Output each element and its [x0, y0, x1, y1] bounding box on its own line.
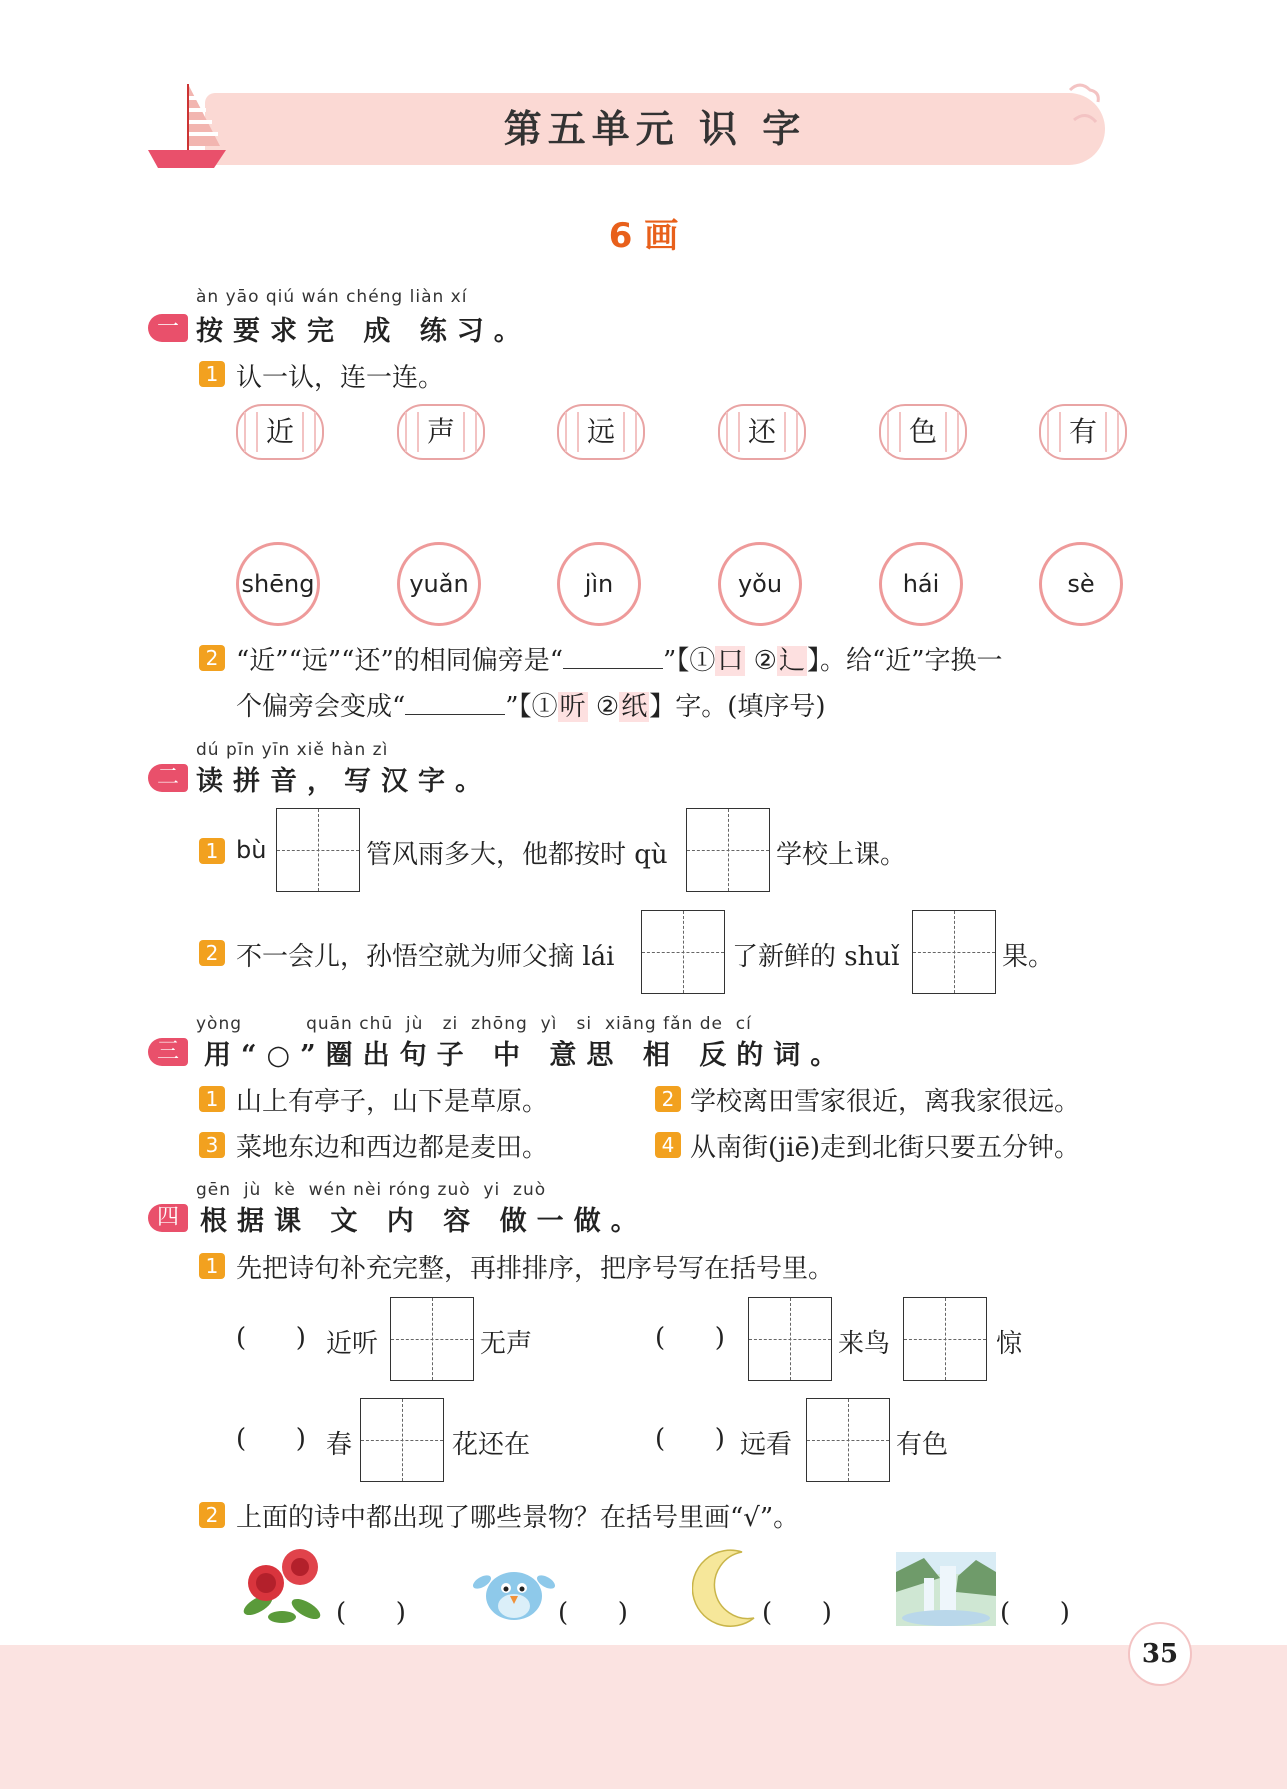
option: 听	[559, 692, 586, 722]
question-number: 2	[199, 1502, 225, 1528]
waterfall-picture	[896, 1552, 996, 1626]
writing-grid[interactable]	[903, 1297, 987, 1381]
section4-pinyin: gēn jù kè wén nèi róng zuò yi zuò	[196, 1180, 547, 1200]
question-number: 1	[199, 1086, 225, 1112]
check-paren[interactable]: ( )	[762, 1598, 832, 1628]
pinyin-circle[interactable]: hái	[879, 542, 963, 626]
section1-pinyin: àn yāo qiú wán chéng liàn xí	[196, 287, 468, 307]
order-paren[interactable]: ( )	[655, 1323, 725, 1353]
question-number: 4	[655, 1132, 681, 1158]
question-number: 1	[199, 1253, 225, 1279]
writing-grid[interactable]	[912, 910, 996, 994]
pinyin-circle[interactable]: shēng	[236, 542, 320, 626]
section1-badge: 一	[148, 314, 188, 342]
footer-band	[0, 1645, 1287, 1789]
section3-badge: 三	[148, 1038, 188, 1066]
sentence-part: 果。	[1002, 942, 1055, 972]
question-number: 1	[199, 838, 225, 864]
char-tile[interactable]: 有	[1039, 404, 1127, 460]
check-paren[interactable]: ( )	[1000, 1598, 1070, 1628]
option: 纸	[621, 692, 648, 722]
question-text: 认一认，连一连。	[236, 363, 445, 393]
answer-blank[interactable]	[405, 692, 505, 715]
question-text: 先把诗句补充完整，再排排序，把序号写在括号里。	[236, 1254, 835, 1284]
section3-pinyin: yòng quān chū jù zi zhōng yì si xiāng fǎn de cí	[196, 1014, 752, 1034]
page-number: 35	[1128, 1622, 1192, 1686]
poem-text: 花还在	[452, 1430, 531, 1460]
question-line-2	[236, 686, 826, 723]
text-part: ”【①	[663, 646, 716, 676]
question-number: 2	[655, 1086, 681, 1112]
unit-title: 第五单元 识 字	[503, 106, 807, 151]
text-part: ”【①	[505, 692, 558, 722]
char-tile[interactable]: 声	[397, 404, 485, 460]
text-part: ②	[745, 646, 777, 676]
question-number: 3	[199, 1132, 225, 1158]
writing-grid[interactable]	[641, 910, 725, 994]
text-part: “近”“远”“还”的相同偏旁是“	[236, 646, 564, 676]
question-text: 上面的诗中都出现了哪些景物？在括号里画“√”。	[236, 1503, 800, 1533]
question-number: 1	[199, 361, 225, 387]
writing-grid[interactable]	[748, 1297, 832, 1381]
sentence[interactable]: 学校离田雪家很近，离我家很远。	[690, 1087, 1081, 1117]
answer-blank[interactable]	[563, 646, 663, 669]
sentence-part: 学校上课。	[776, 840, 907, 870]
bird-picture	[470, 1552, 556, 1628]
poem-text: 来鸟	[838, 1329, 891, 1359]
section2-title: 读拼音，写汉字。	[196, 766, 492, 797]
pinyin-circle[interactable]: yuǎn	[397, 542, 481, 626]
sentence[interactable]: 从南街(jiē)走到北街只要五分钟。	[690, 1133, 1081, 1163]
text-part: ②	[587, 692, 620, 722]
section3-title: 用“○”圈出句子 中 意思 相 反的词。	[204, 1040, 848, 1071]
writing-grid[interactable]	[686, 808, 770, 892]
poem-text: 无声	[480, 1329, 533, 1359]
sentence-part: 了新鲜的 shuǐ	[732, 942, 900, 972]
section1-title: 按要求完 成 练习。	[196, 316, 531, 347]
poem-text: 近听	[326, 1329, 379, 1359]
text-part: 】字。(填序号)	[649, 692, 826, 722]
pinyin-prompt: bù	[236, 836, 267, 864]
question-number: 2	[199, 645, 225, 671]
option: 口	[717, 646, 744, 676]
moon-picture	[692, 1548, 762, 1630]
char-tile[interactable]: 还	[718, 404, 806, 460]
section2-badge: 二	[148, 764, 188, 792]
order-paren[interactable]: ( )	[236, 1323, 306, 1353]
order-paren[interactable]: ( )	[236, 1424, 306, 1454]
section4-title: 根据课 文 内 容 做一做。	[200, 1206, 648, 1237]
sentence-part: 管风雨多大，他都按时 qù	[366, 840, 668, 870]
char-tile[interactable]: 远	[557, 404, 645, 460]
section4-badge: 四	[148, 1204, 188, 1232]
option: 辶	[778, 646, 805, 676]
pinyin-circle[interactable]: jìn	[557, 542, 641, 626]
sentence-part: 不一会儿，孙悟空就为师父摘 lái	[236, 942, 615, 972]
char-tile[interactable]: 色	[879, 404, 967, 460]
writing-grid[interactable]	[806, 1398, 890, 1482]
text-part: 】。给“近”字换一	[806, 646, 1003, 676]
check-paren[interactable]: ( )	[336, 1598, 406, 1628]
writing-grid[interactable]	[360, 1398, 444, 1482]
order-paren[interactable]: ( )	[655, 1424, 725, 1454]
pinyin-circle[interactable]: sè	[1039, 542, 1123, 626]
poem-text: 春	[326, 1430, 353, 1460]
char-tile[interactable]: 近	[236, 404, 324, 460]
check-paren[interactable]: ( )	[558, 1598, 628, 1628]
flower-picture	[236, 1545, 332, 1629]
question-number: 2	[199, 940, 225, 966]
pinyin-circle[interactable]: yǒu	[718, 542, 802, 626]
poem-text: 惊	[996, 1329, 1023, 1359]
sentence[interactable]: 山上有亭子，山下是草原。	[236, 1087, 549, 1117]
writing-grid[interactable]	[276, 808, 360, 892]
writing-grid[interactable]	[390, 1297, 474, 1381]
poem-text: 远看	[740, 1430, 793, 1460]
sentence[interactable]: 菜地东边和西边都是麦田。	[236, 1133, 549, 1163]
section2-pinyin: dú pīn yīn xiě hàn zì	[196, 740, 389, 760]
poem-text: 有色	[896, 1430, 949, 1460]
text-part: 个偏旁会变成“	[236, 692, 406, 722]
question-line-1	[236, 640, 1003, 677]
lesson-title: 6 画	[608, 216, 679, 256]
